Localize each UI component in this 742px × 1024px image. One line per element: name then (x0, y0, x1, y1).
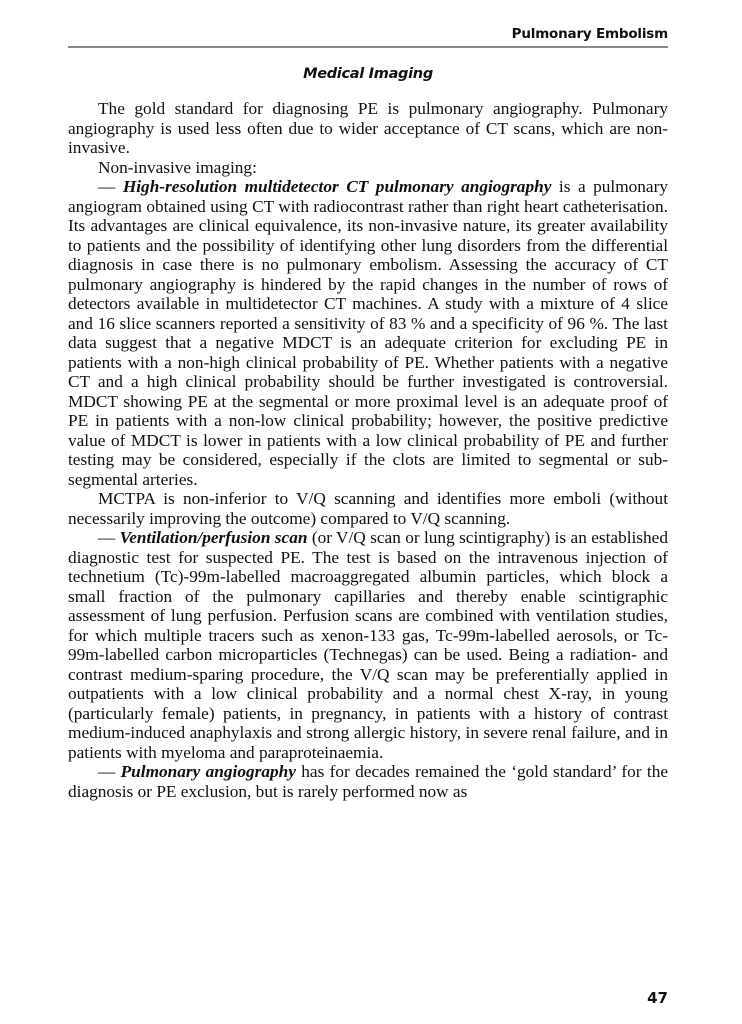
paragraph-mdct (68, 177, 668, 489)
term-mdct: High-resolution multidetector CT pulmonary angiography (122, 177, 552, 196)
dash-marker: — (98, 762, 121, 781)
paragraph-angiography-text: has for decades remained the ‘gold standard’ for the diagnosis or PE exclusion, but is rarely performed now as (68, 762, 669, 801)
paragraph-noninvasive-heading: Non-invasive imaging: (98, 157, 257, 177)
paragraph-vq-scan-text: (or V/Q scan or lung scintigraphy) is an established diagnostic test for suspected PE. The test is based on the intravenous injection of technetium (Tc)-99m-labelled macroaggregated albumin particles, which block a small fraction of the pulmonary capillaries and thereby enable scintigraphic assessment of lung perfusion. Perfusion scans are combined with ventilation studies, for which multiple tracers such as xenon-133 gas, Tc-99m-labelled aerosols, or Tc-99m-labelled carbon microparticles (Technegas) can be used. Being a radiation- and contrast medium-sparing procedure, the V/Q scan may be preferentially applied in outpatients with a low clinical probability and a normal chest X-ray, in young (particularly female) patients, in pregnancy, in patients with a history of contrast medium-induced anaphylaxis and strong allergic history, in severe renal failure, and in patients with myeloma and paraproteinaemia. (68, 528, 668, 762)
dash-marker: — (98, 177, 123, 196)
term-vq-scan: Ventilation/perfusion scan (119, 528, 308, 547)
dash-marker: — (98, 528, 120, 547)
paragraph-intro: The gold standard for diagnosing PE is pulmonary angiography. Pulmonary angiography is used less often due to wider acceptance of CT scans, which are non-invasive. (68, 99, 668, 157)
term-pulmonary-angiography: Pulmonary angiography (120, 762, 296, 781)
paragraph-mctpa: MCTPA is non-inferior to V/Q scanning and identifies more emboli (without necessarily improving the outcome) compared to V/Q scanning. (68, 489, 668, 528)
page-number: 47 (647, 989, 668, 1007)
body-text (68, 99, 668, 801)
section-title: Medical Imaging (303, 66, 433, 82)
paragraph-angiography (68, 762, 668, 801)
header-rule (68, 46, 668, 48)
paragraph-vq-scan (68, 528, 668, 762)
running-head: Pulmonary Embolism (511, 26, 668, 42)
paragraph-mdct-text: is a pulmonary angiogram obtained using CT with radiocontrast rather than right heart catheterisation. Its advantages are clinical equivalence, its non-invasive nature, its greater availability to patients and the possibility of identifying other lung disorders from the differential diagnosis in case there is no pulmonary embolism. Assessing the accuracy of CT pulmonary angiography is hindered by the rapid changes in the number of rows of detectors available in multidetector CT machines. A study with a mixture of 4 slice and 16 slice scanners reported a sensitivity of 83 % and a specificity of 96 %. The last data suggest that a negative MDCT is an adequate criterion for excluding PE in patients with a non-high clinical probability of PE. Whether patients with a negative CT and a high clinical probability should be further investigated is controversial. MDCT showing PE at the segmental or more proximal level is an adequate proof of PE in patients with a non-low clinical probability; however, the positive predictive value of MDCT is lower in patients with a low clinical probability of PE and further testing may be considered, especially if the clots are limited to segmental or sub-segmental arteries. (68, 177, 669, 489)
